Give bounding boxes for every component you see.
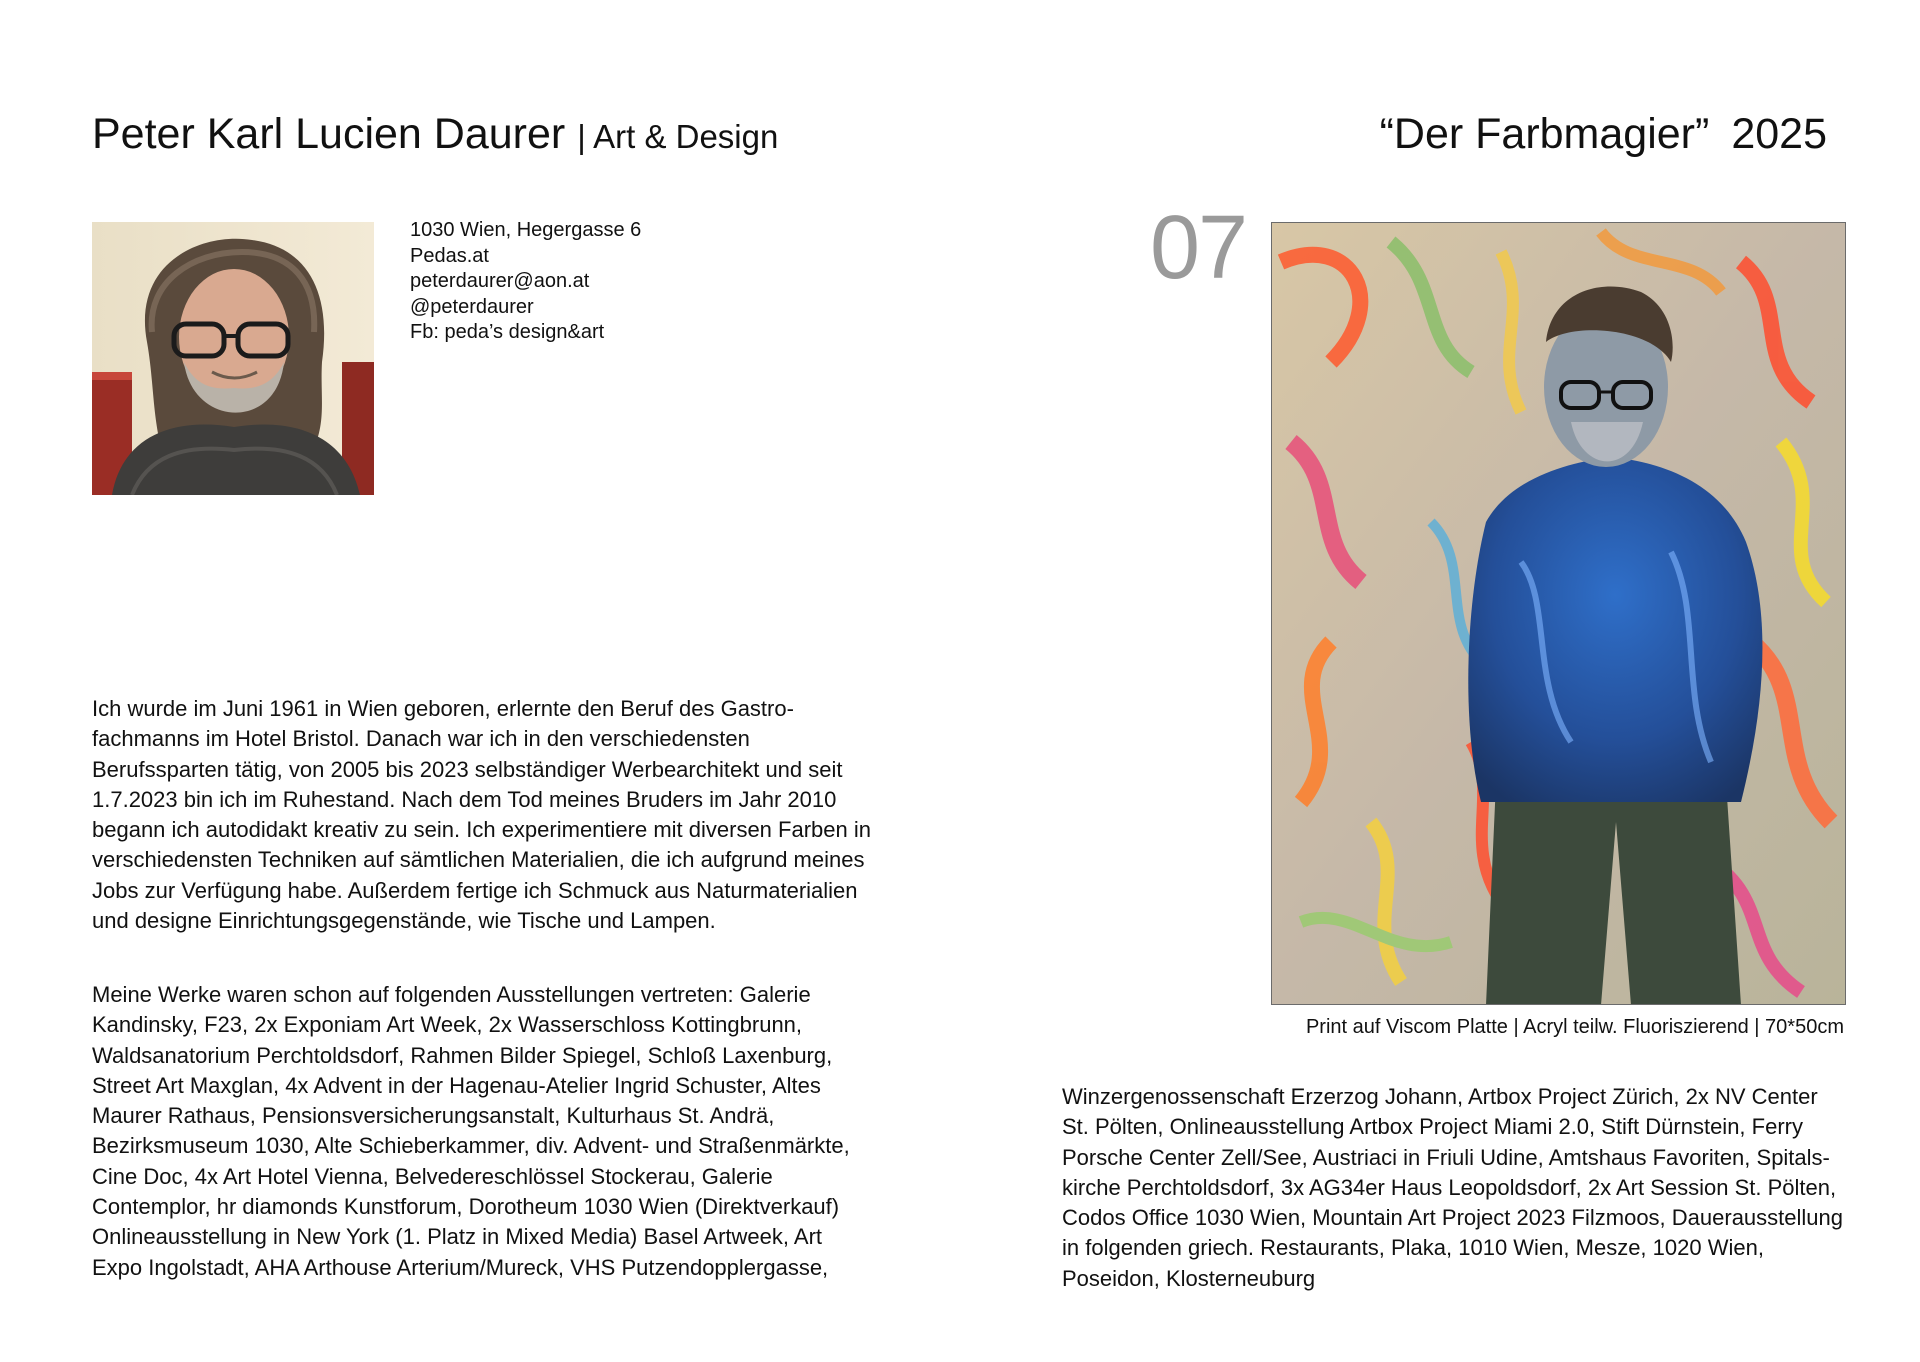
artist-name-text: Peter Karl Lucien Daurer xyxy=(92,110,566,158)
contact-instagram: @peterdaurer xyxy=(410,295,534,318)
contact-address: 1030 Wien, Hegergasse 6 xyxy=(410,219,642,241)
contact-facebook: Fb: peda’s design&art xyxy=(410,321,605,343)
contact-website: Pedas.at xyxy=(410,244,489,267)
contact-info xyxy=(410,218,641,346)
artwork-title-text: “Der Farbmagier” xyxy=(1379,110,1710,158)
biography-text: Ich wurde im Juni 1961 in Wien geboren, erlernte den Beruf des Gastrofachmanns im Hotel Bristol. Danach war ich in den verschiedensten Berufssparten tätig, von 2005 bis 2023 selbständiger Werbearchitekt und seit 1.7.2023 bin ich im Ruhestand. Nach dem Tod meines Bruders im Jahr 2010 begann ich autodidakt kreativ zu sein. Ich experimentiere mit diversen Farben in verschiedensten Techniken auf sämtlichen Materialien, die ich aufgrund meines Jobs zur Verfügung habe. Außerdem fertige ich Schmuck aus Naturmaterialien und designe Einrichtungsgegenstände, wie Tische und Lampen. xyxy=(92,696,871,934)
exhibitions-text-part1: Meine Werke waren schon auf folgenden Ausstellungen vertreten: Galerie Kandinsky, F23, 2x Exponiam Art Week, 2x Wasserschloss Kottingbrunn, Waldsanatorium Perchtoldsdorf, Rahmen Bilder Spiegel, Schloß Laxenburg, Street Art Maxglan, 4x Advent in der Hagenau-Atelier Ingrid Schuster, Altes Maurer Rathaus, Pensionsversicherungsanstalt, Kulturhaus St. Andrä, Bezirksmuseum 1030, Alte Schieberkammer, div. Advent- und Straßenmärkte, Cine Doc, 4x Art Hotel Vienna, Belvedereschlössel Stockerau, Galerie Contemplor, hr diamonds Kunstforum, Dorotheum 1030 Wien (Direktverkauf) Onlineausstellung in New York (1. Platz in Mixed Media) Basel Artweek, Art Expo Ingolstadt, AHA Arthouse Arterium/Mureck, VHS Putzendopplergasse, xyxy=(92,982,850,1280)
artwork-caption: Print auf Viscom Platte | Acryl teilw. Fluoriszierend | 70*50cm xyxy=(1305,1016,1844,1038)
artist-subtitle: | Art & Design xyxy=(577,118,779,155)
contact-email: peterdaurer@aon.at xyxy=(410,270,590,292)
exhibitions-text-part2: Winzergenossenschaft Erzerzog Johann, Artbox Project Zürich, 2x NV Center St. Pölten, Onlineausstellung Artbox Project Miami 2.0, Stift Dürnstein, Ferry Porsche Center Zell/See, Austriaci in Friuli Udine, Amtshaus Favoriten, Spitalskirche Perchtoldsdorf, 3x AG34er Haus Leopoldsdorf, 2x Art Session St. Pölten, Codos Office 1030 Wien, Mountain Art Project 2023 Filzmoos, Dauerausstellung in folgenden griech. Restaurants, Plaka, 1010 Wien, Mesze, 1020 Wien, Poseidon, Klosterneuburg xyxy=(1062,1084,1843,1291)
artwork-title xyxy=(1380,106,1827,162)
artwork-year: 2025 xyxy=(1731,110,1827,158)
artist-name xyxy=(92,106,778,165)
page-number: 07 xyxy=(1150,198,1247,298)
artist-portrait-photo xyxy=(92,222,374,495)
artwork-image xyxy=(1271,222,1846,1005)
